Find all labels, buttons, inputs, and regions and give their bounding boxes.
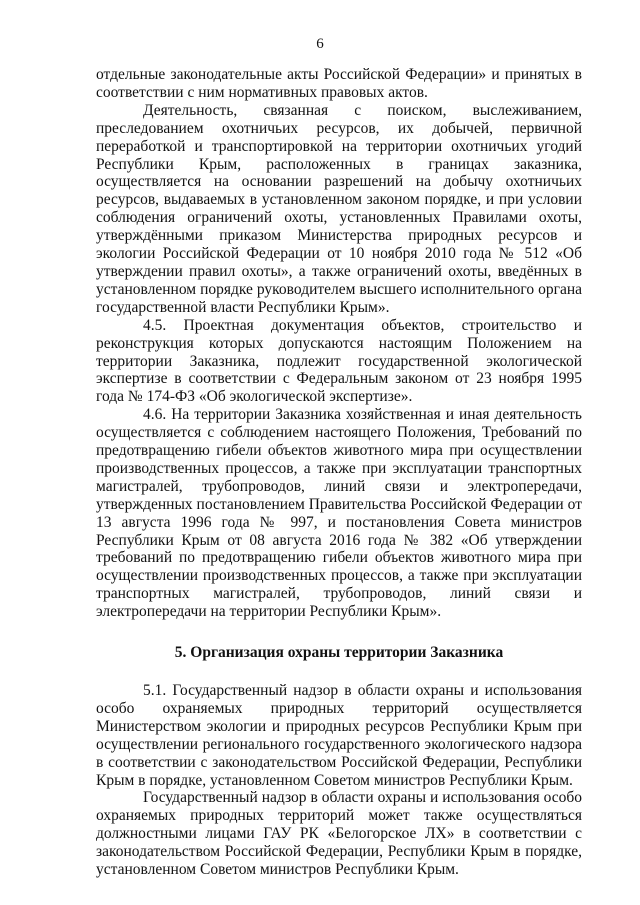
paragraph-5-1: 5.1. Государственный надзор в области охраны и использования особо охраняемых природных территорий осуществляется Министерством экологии и природных ресурсов Республики Крым при осуществлении регионального государственного экологического надзора в соответствии с законодательством Российской Федерации, Республики Крым в порядке, установленном Советом министров Республики Крым. (96, 682, 582, 789)
page-number: 6 (316, 36, 324, 52)
document-body (96, 66, 582, 879)
paragraph-4-5: 4.5. Проектная документация объектов, строительство и реконструкция которых допускаются настоящим Положением на территории Заказника, подлежит государственной экологической экспертизе в соответствии с Федеральным законом от 23 ноября 1995 года № 174-ФЗ «Об экологической экспертизе». (96, 316, 582, 406)
paragraph-4-6: 4.6. На территории Заказника хозяйственная и иная деятельность осуществляется с соблюдением настоящего Положения, Требований по предотвращению гибели объектов животного мира при осуществлении производственных процессов, а также при эксплуатации транспортных магистралей, трубопроводов, линий связи и электропередачи, утвержденных постановлением Правительства Российской Федерации от 13 августа 1996 года № 997, и постановления Совета министров Республики Крым от 08 августа 2016 года № 382 «Об утверждении требований по предотвращению гибели объектов животного мира при осуществлении производственных процессов, а также при эксплуатации транспортных магистралей, трубопроводов, линий связи и электропередачи на территории Республики Крым». (96, 406, 582, 621)
section-title: 5. Организация охраны территории Заказника (174, 644, 504, 662)
paragraph-continuation: отдельные законодательные акты Российской Федерации» и принятых в соответствии с ним нормативных правовых актов. (96, 66, 582, 101)
paragraph-state-supervision: Государственный надзор в области охраны и использования особо охраняемых природных территорий может также осуществляться должностными лицами ГАУ РК «Белогорское ЛХ» в соответствии с законодательством Российской Федерации, Республики Крым в порядке, установленном Советом министров Республики Крым. (96, 789, 582, 879)
paragraph-hunting-activity: Деятельность, связанная с поиском, выслеживанием, преследованием охотничьих ресурсов, их добычей, первичной переработкой и транспортировкой на территории охотничьих угодий Республики Крым, расположенных в границах заказника, осуществляется на основании разрешений на добычу охотничьих ресурсов, выдаваемых в установленном законом порядке, и при условии соблюдения ограничений охоты, установленных Правилами охоты, утверждёнными приказом Министерства природных ресурсов и экологии Российской Федерации от 10 ноября 2010 года № 512 «Об утверждении правил охоты», а также ограничений охоты, введённых в установленном порядке руководителем высшего исполнительного органа государственной власти Республики Крым». (96, 101, 582, 316)
